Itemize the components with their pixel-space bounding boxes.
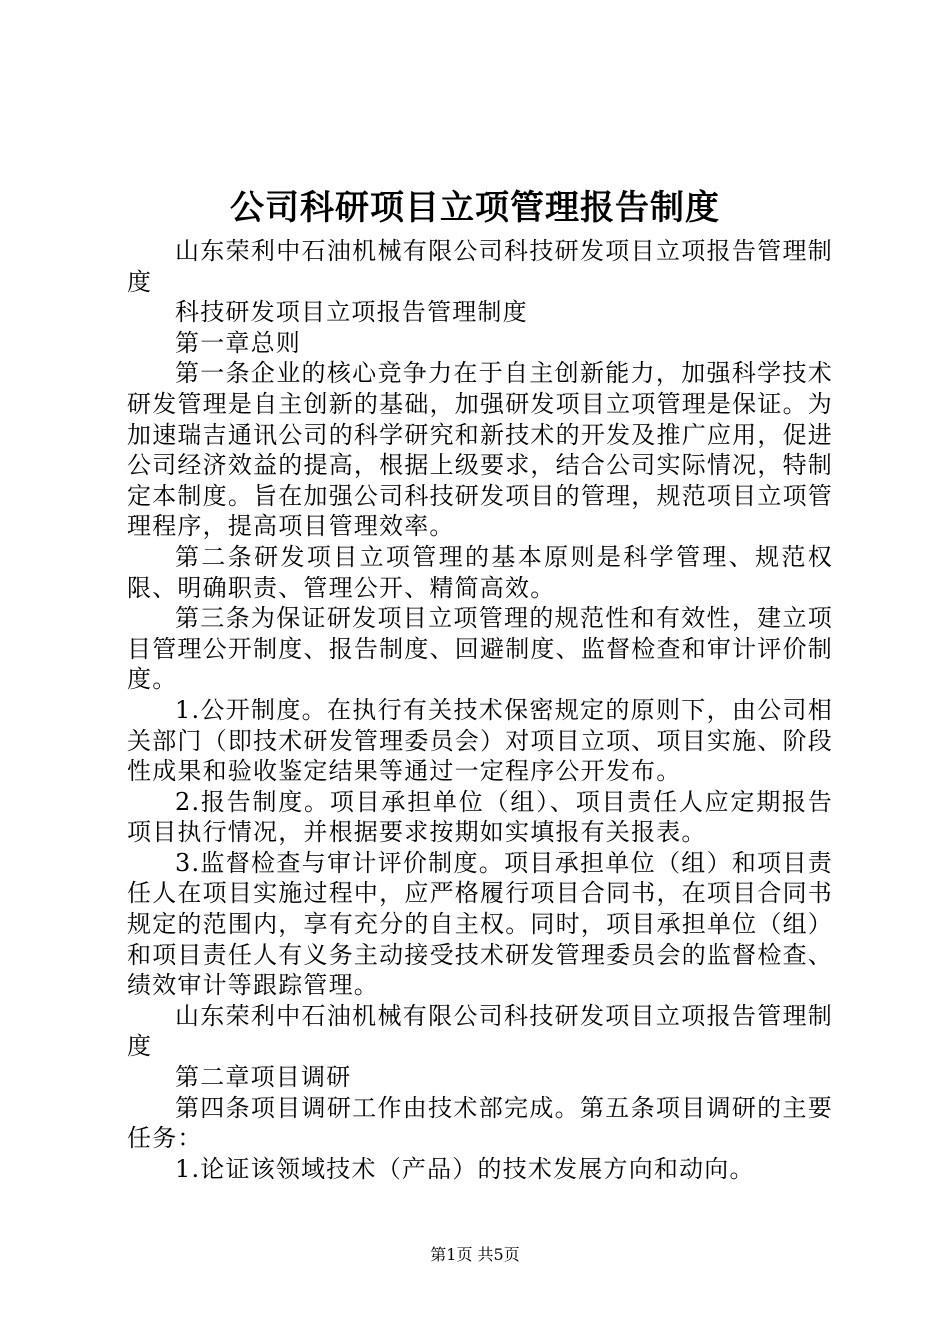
paragraph: 1.公开制度。在执行有关技术保密规定的原则下，由公司相关部门（即技术研发管理委员会）对项目立项、项目实施、阶段性成果和验收鉴定结果等通过一定程序公开发布。 — [127, 695, 833, 786]
paragraph: 第一条企业的核心竞争力在于自主创新能力，加强科学技术研发管理是自主创新的基础，加强研发项目立项管理是保证。为加速瑞吉通讯公司的科学研究和新技术的开发及推广应用，促进公司经济效益的提高，根据上级要求，结合公司实际情况，特制定本制度。旨在加强公司科技研发项目的管理，规范项目立项管理程序，提高项目管理效率。 — [127, 359, 833, 541]
paragraph: 第二条研发项目立项管理的基本原则是科学管理、规范权限、明确职责、管理公开、精简高效。 — [127, 542, 833, 602]
paragraph: 科技研发项目立项报告管理制度 — [175, 298, 528, 327]
paragraph: 3.监督检查与审计评价制度。项目承担单位（组）和项目责任人在项目实施过程中，应严格履行项目合同书，在项目合同书规定的范围内，享有充分的自主权。同时，项目承担单位（组）和项目责任人有义务主动接受技术研发管理委员会的监督检查、绩效审计等跟踪管理。 — [127, 848, 833, 1000]
document-body — [127, 236, 833, 1184]
document-title: 公司科研项目立项管理报告制度 — [230, 188, 720, 228]
paragraph: 2.报告制度。项目承担单位（组）、项目责任人应定期报告项目执行情况，并根据要求按期如实填报有关报表。 — [127, 787, 833, 847]
paragraph: 山东荣利中石油机械有限公司科技研发项目立项报告管理制度 — [127, 1001, 833, 1061]
paragraph: 1.论证该领域技术（产品）的技术发展方向和动向。 — [175, 1154, 755, 1183]
chapter-heading: 第二章项目调研 — [175, 1063, 352, 1092]
page-footer: 第1页 共5页 — [430, 1245, 520, 1264]
chapter-heading: 第一章总则 — [175, 328, 301, 357]
paragraph: 第三条为保证研发项目立项管理的规范性和有效性，建立项目管理公开制度、报告制度、回避制度、监督检查和审计评价制度。 — [127, 604, 833, 694]
paragraph: 山东荣利中石油机械有限公司科技研发项目立项报告管理制度 — [127, 237, 833, 296]
paragraph: 第四条项目调研工作由技术部完成。第五条项目调研的主要任务： — [127, 1093, 833, 1153]
